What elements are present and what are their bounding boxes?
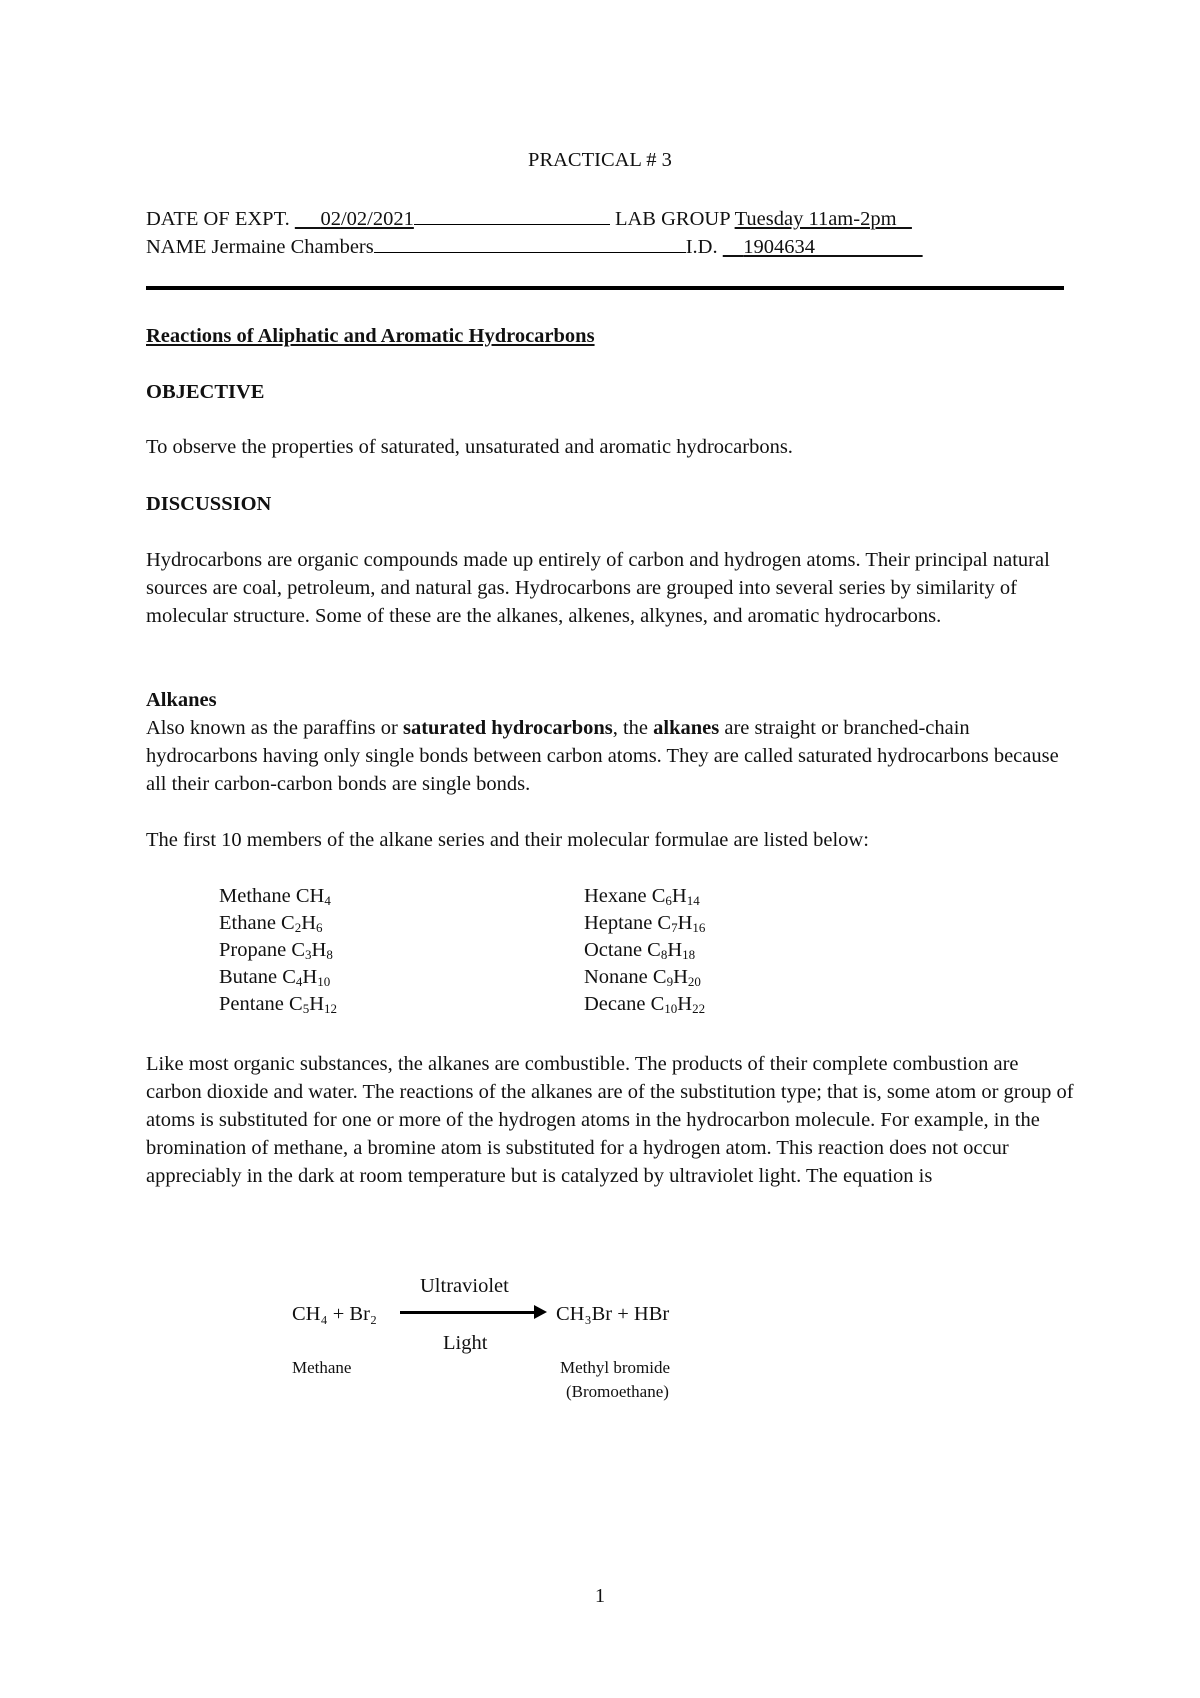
alkanes-intro — [146, 714, 1076, 798]
date-value — [295, 208, 414, 230]
name-row — [146, 233, 923, 261]
alkanes-intro-part-1: Also known as the paraffins or — [146, 717, 403, 739]
alkane-list-right — [584, 882, 705, 1017]
combustion-paragraph: Like most organic substances, the alkanes are combustible. The products of their complete combustion are carbon dioxide and water. The reactions of the alkanes are of the substitution type; that is, some atom or group of atoms is substituted for one or more of the hydrogen atoms in the hydrocarbon molecule. For example, in the bromination of methane, a bromine atom is substituted for a hydrogen atom. This reaction does not occur appreciably in the dark at room temperature but is catalyzed by ultraviolet light. The equation is — [146, 1053, 1074, 1187]
alkane-formula: $C_7H_{16}$ — [657, 912, 706, 935]
alkane-formula: $C_6H_{14}$ — [651, 885, 700, 908]
id-value-text: 1904634 — [743, 236, 815, 258]
equation-condition-top: Ultraviolet — [420, 1275, 509, 1297]
alkane-list-item — [219, 990, 337, 1017]
date-label: DATE OF EXPT. — [146, 208, 290, 230]
combustion-text — [146, 1050, 1076, 1190]
objective-heading: OBJECTIVE — [146, 381, 265, 403]
alkane-list-item — [584, 990, 705, 1017]
alkane-list-intro — [146, 826, 1076, 854]
alkane-list-item — [584, 963, 705, 990]
reaction-arrow — [400, 1311, 538, 1314]
lab-group-value — [735, 208, 912, 230]
alkane-list-item — [219, 882, 337, 909]
alkanes-intro-part-3: are straight or branched-chain hydrocarbons having only single bonds between carbon atoms. They are called saturated hydrocarbons because all their carbon-carbon bonds are single bonds. — [146, 717, 1059, 795]
page-number: 1 — [594, 1585, 606, 1607]
alkane-list-item — [584, 936, 705, 963]
alkane-list-left — [219, 882, 337, 1017]
alkane-formula: $C_5H_{12}$ — [289, 993, 338, 1016]
header-divider — [146, 286, 1064, 290]
alkane-formula: $C_4H_{10}$ — [282, 966, 331, 989]
alkane-list-item — [219, 909, 337, 936]
discussion-paragraph: Hydrocarbons are organic compounds made up entirely of carbon and hydrogen atoms. Their principal natural sources are coal, petroleum, and natural gas. Hydrocarbons are grouped into several series by similarity of molecular structure. Some of these are the alkanes, alkenes, alkynes, and aromatic hydrocarbons. — [146, 549, 1050, 627]
product-name: Methyl bromide — [560, 1358, 671, 1377]
objective-text — [146, 433, 1076, 461]
alkanes-heading: Alkanes — [146, 689, 217, 711]
alkane-name: Octane — [584, 939, 648, 961]
section-title: Reactions of Aliphatic and Aromatic Hydrocarbons — [146, 325, 595, 347]
alkane-name: Heptane — [584, 912, 658, 934]
saturated-hydrocarbons-term: saturated hydrocarbons — [402, 717, 613, 739]
reaction-arrow-head — [534, 1305, 547, 1319]
alkanes-term: alkanes — [653, 717, 720, 739]
alkane-name: Nonane — [584, 966, 653, 988]
alkane-name: Ethane — [219, 912, 282, 934]
alkane-name: Pentane — [219, 993, 290, 1015]
alkane-formula: $C_8H_{18}$ — [647, 939, 696, 962]
practical-title: PRACTICAL # 3 — [528, 149, 672, 171]
alkanes-intro-paragraph — [146, 714, 1076, 798]
alkane-formula: $C_3H_8$ — [291, 939, 333, 962]
alkanes-intro-part-2: , the — [612, 717, 654, 739]
alkane-list-item — [584, 909, 705, 936]
alkane-list-item — [584, 882, 705, 909]
name-label: NAME — [146, 236, 207, 258]
discussion-text — [146, 546, 1076, 630]
objective-paragraph: To observe the properties of saturated, unsaturated and aromatic hydrocarbons. — [146, 436, 793, 458]
alkane-list-intro-paragraph: The first 10 members of the alkane series and their molecular formulae are listed below: — [146, 829, 869, 851]
lab-group-label: LAB GROUP — [614, 208, 730, 230]
alkane-name: Methane — [219, 885, 296, 907]
name-fill-line — [374, 234, 686, 253]
discussion-heading: DISCUSSION — [146, 493, 272, 515]
id-value — [723, 236, 923, 258]
equation-reactants: CH₄ + Br₂ — [292, 1303, 378, 1325]
alkane-formula: $CH_4$ — [295, 885, 331, 908]
reactant-name: Methane — [292, 1358, 352, 1377]
id-label: I.D. — [685, 236, 718, 258]
lab-group-value-text: Tuesday 11am-2pm — [734, 208, 897, 230]
alkane-name: Hexane — [584, 885, 652, 907]
alkane-formula: $C_{10}H_{22}$ — [650, 993, 706, 1016]
date-value-text: 02/02/2021 — [320, 208, 414, 230]
equation-condition-bottom: Light — [443, 1332, 488, 1354]
alkane-name: Decane — [584, 993, 651, 1015]
equation-products: CH₃Br + HBr — [556, 1303, 670, 1325]
alkane-list-item — [219, 963, 337, 990]
alkane-name: Propane — [219, 939, 292, 961]
product-alt-name: (Bromoethane) — [566, 1382, 669, 1401]
date-fill-line — [414, 206, 610, 225]
name-value: Jermaine Chambers — [211, 236, 374, 258]
alkane-formula: $C_9H_{20}$ — [652, 966, 701, 989]
alkane-list-item — [219, 936, 337, 963]
date-row — [146, 205, 912, 233]
alkane-name: Butane — [219, 966, 283, 988]
alkane-formula: $C_2H_6$ — [281, 912, 323, 935]
